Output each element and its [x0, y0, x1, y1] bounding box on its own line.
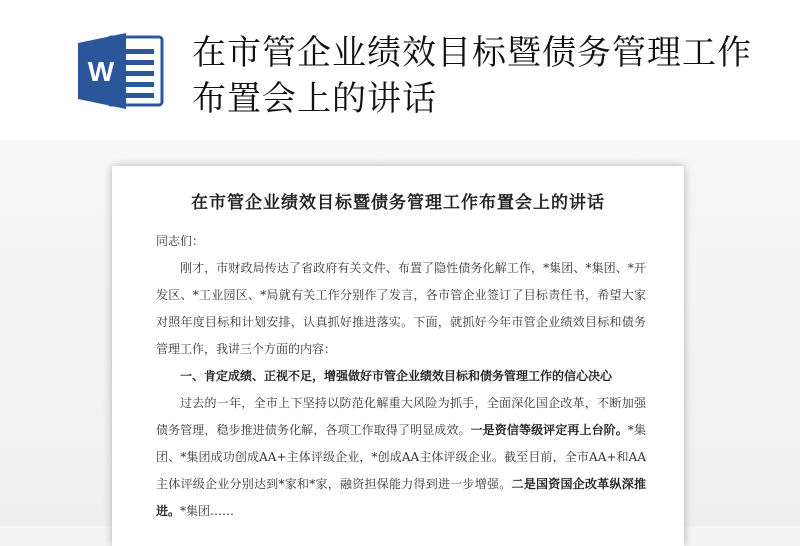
page-title: 在市管企业绩效目标暨债务管理工作布置会上的讲话 [192, 33, 752, 119]
word-icon [78, 33, 164, 109]
document-title: 在市管企业绩效目标暨债务管理工作布置会上的讲话 [191, 193, 605, 213]
paragraph-text: 过去的一年，全市上下坚持以防范化解重大风险为抓手，全面深化国企改革，不断加强债务管理，稳步推进债务化解，各项工作取得了明显成效。 [156, 396, 646, 437]
paragraph-text: *集团…… [180, 504, 235, 518]
document-page [112, 166, 684, 546]
paragraph [156, 390, 646, 525]
salutation: 同志们： [156, 234, 205, 248]
bold-point: 一是资信等级评定再上台阶。 [470, 423, 628, 437]
document-body [156, 228, 646, 525]
bold-point: 二是国资国企改革纵深推进。 [156, 477, 646, 518]
paragraph-text: *集团、*集团成功创成AA+主体评级企业，*创成AA主体评级企业。截至目前，全市AA+和AA主体评级企业分别达到*家和*家，融资担保能力得到进一步增强。 [156, 423, 646, 491]
header-banner [0, 0, 800, 140]
section-heading: 一、肯定成绩、正视不足，增强做好市管企业绩效目标和债务管理工作的信心决心 [180, 369, 613, 383]
svg-text:W: W [87, 56, 115, 87]
paragraph: 刚才，市财政局传达了省政府有关文件、布置了隐性债务化解工作，*集团、*集团、*开发区、*工业园区、*局就有关工作分别作了发言，各市管企业签订了目标责任书，希望大家对照年度目标和计划安排，认真抓好推进落实。下面，就抓好今年市管企业绩效目标和债务管理工作，我讲三个方面的内容： [156, 261, 646, 356]
